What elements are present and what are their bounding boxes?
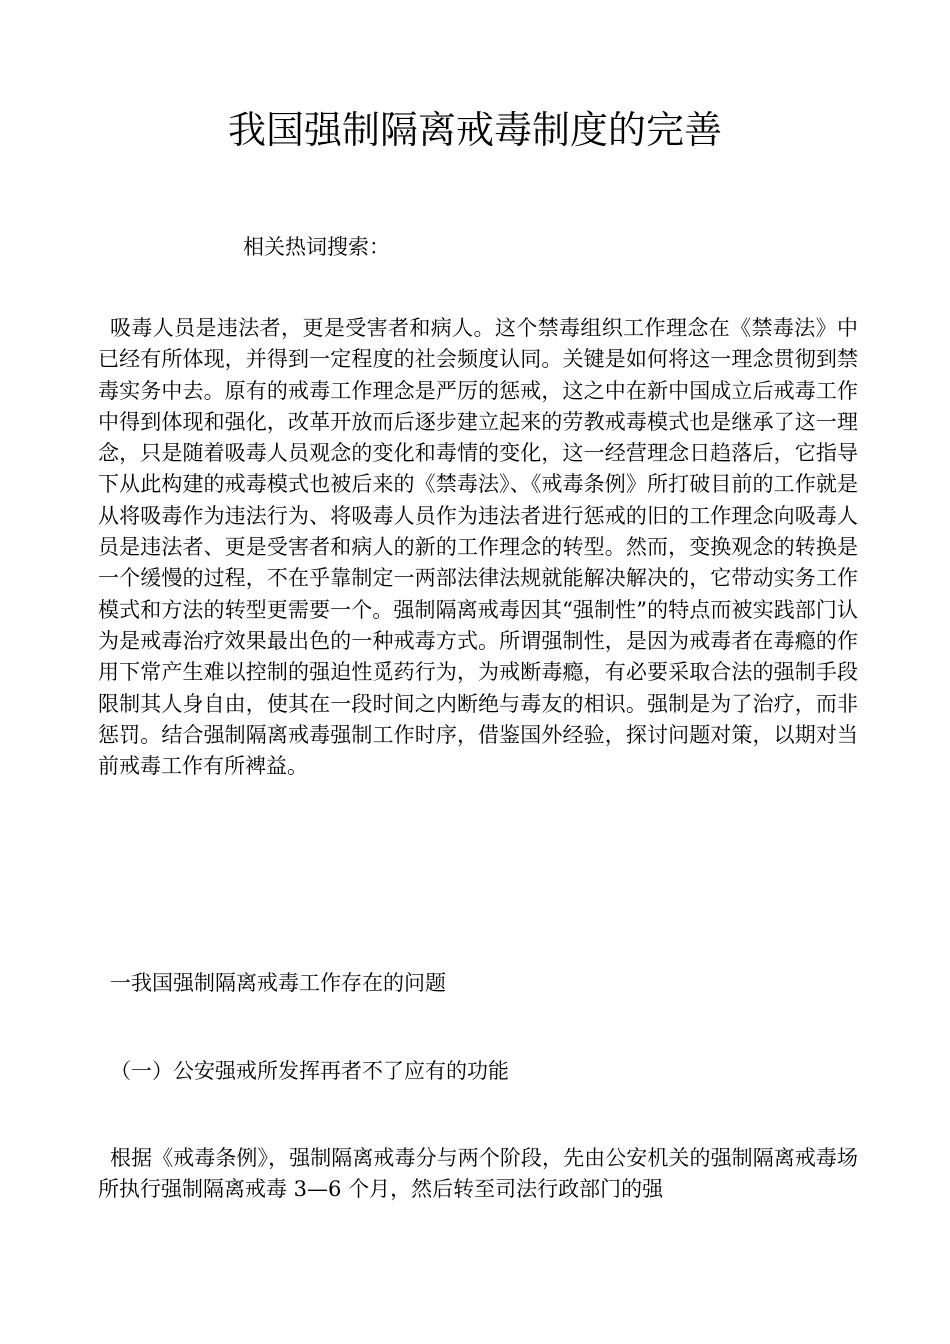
keywords-label: 相关热词搜索： <box>243 235 390 259</box>
body-paragraph-2: 根据《戒毒条例》，强制隔离戒毒分与两个阶段，先由公安机关的强制隔离戒毒场所执行强制隔离戒毒 3—6 个月，然后转至司法行政部门的强 <box>98 1146 858 1202</box>
body-paragraph: 吸毒人员是违法者，更是受害者和病人。这个禁毒组织工作理念在《禁毒法》中已经有所体现，并得到一定程度的社会频度认同。关键是如何将这一理念贯彻到禁毒实务中去。原有的戒毒工作理念是严厉的惩戒，这之中在新中国成立后戒毒工作中得到体现和强化，改革开放而后逐步建立起来的劳教戒毒模式也是继承了这一理念，只是随着吸毒人员观念的变化和毒情的变化，这一经营理念日趋落后，它指导下从此构建的戒毒模式也被后来的《禁毒法》、《戒毒条例》所打破目前的工作就是从将吸毒作为违法行为、将吸毒人员作为违法者进行惩戒的旧的工作理念向吸毒人员是违法者、更是受害者和病人的新的工作理念的转型。然而，变换观念的转换是一个缓慢的过程，不在乎靠制定一两部法律法规就能解决解决的，它带动实务工作模式和方法的转型更需要一个。强制隔离戒毒因其“强制性”的特点而被实践部门认为是戒毒治疗效果最出色的一种戒毒方式。所谓强制性，是因为戒毒者在毒瘾的作用下常产生难以控制的强迫性觅药行为，为戒断毒瘾，有必要采取合法的强制手段限制其人身自由，使其在一段时间之内断绝与毒友的相识。强制是为了治疗，而非惩罚。结合强制隔离戒毒强制工作时序，借鉴国外经验，探讨问题对策，以期对当前戒毒工作有所裨益。 <box>98 316 858 779</box>
document-title: 我国强制隔离戒毒制度的完善 <box>227 108 722 152</box>
subsection-heading: （一）公安强戒所发挥再者不了应有的功能 <box>110 1059 509 1083</box>
section-heading: 一我国强制隔离戒毒工作存在的问题 <box>110 971 446 995</box>
